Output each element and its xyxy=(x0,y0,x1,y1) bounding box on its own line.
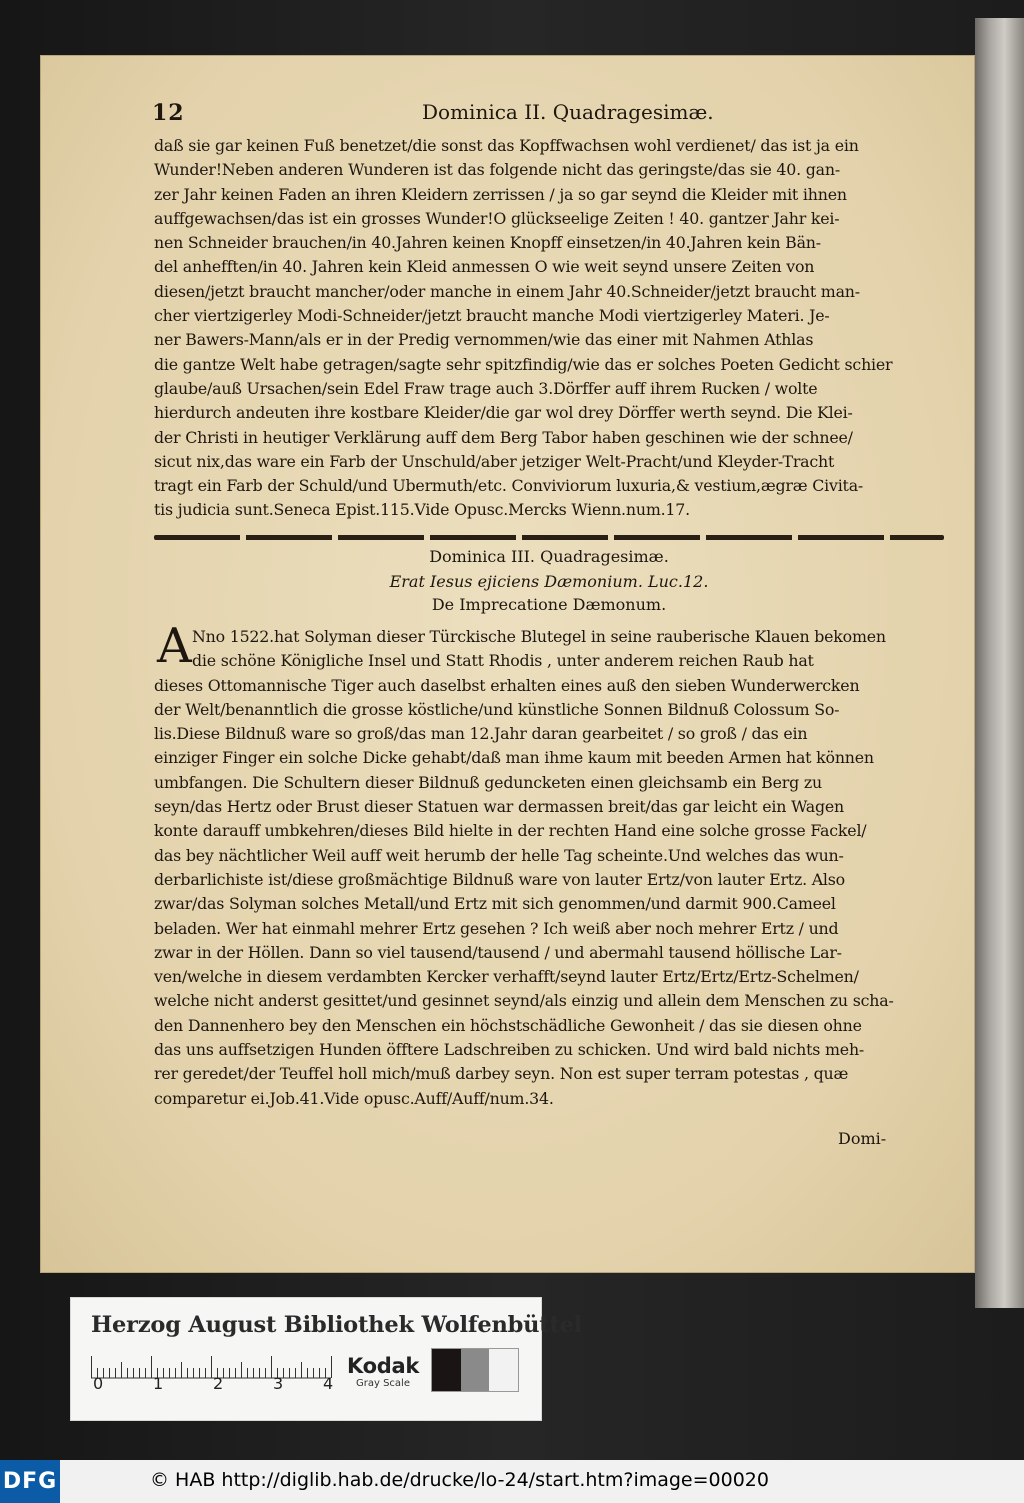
text-line: die schöne Königliche Insel und Statt Rhodis , unter anderem reichen Raub hat xyxy=(192,651,814,671)
text-line: zwar/das Solyman solches Metall/und Ertz mit sich genommen/und darmit 900.Cameel xyxy=(154,894,836,914)
ruler-number: 0 xyxy=(93,1374,104,1393)
text-line: tragt ein Farb der Schuld/und Ubermuth/etc. Conviviorum luxuria,& vestium,ægræ Civita- xyxy=(154,476,864,496)
archive-color-card xyxy=(70,1297,583,1421)
section-subtitle: De Imprecatione Dæmonum. xyxy=(431,595,667,614)
catchword: Domi- xyxy=(838,1129,887,1148)
gray-scale-patches xyxy=(431,1348,519,1392)
text-block-2 xyxy=(154,625,944,1111)
text-line: lis.Diese Bildnuß ware so groß/das man 12.Jahr daran gearbeitet / so groß / das ein xyxy=(154,724,808,744)
text-line: den Dannenhero bey den Menschen ein höchstschädliche Gewonheit / das sie diesen ohne xyxy=(154,1015,862,1035)
section-title: Dominica III. Quadragesimæ. xyxy=(429,547,669,566)
copyright-line[interactable]: © HAB http://diglib.hab.de/drucke/lo-24/start.htm?image=00020 xyxy=(150,1469,769,1491)
running-title: Dominica II. Quadragesimæ. xyxy=(422,100,714,124)
kodak-logo: Kodak xyxy=(347,1354,420,1378)
gray-patch xyxy=(461,1349,490,1391)
text-line: derbarlichiste ist/diese großmächtige Bildnuß ware von lauter Ertz/von lauter Ertz. Also xyxy=(154,869,845,889)
text-line: konte darauff umbkehren/dieses Bild hielte in der rechten Hand eine solche grosse Fackel/ xyxy=(154,821,867,841)
book-page xyxy=(40,55,975,1273)
text-line: Wunder!Neben anderen Wunderen ist das folgende nicht das geringste/das sie 40. gan- xyxy=(154,160,841,180)
gray-patch xyxy=(489,1349,518,1391)
text-line: hierdurch andeuten ihre kostbare Kleider/die gar wol drey Dörffer werth seynd. Die Klei- xyxy=(154,403,853,423)
text-line: das uns auffsetzigen Hunden öfftere Ladschreiben zu schicken. Und wird bald nichts meh- xyxy=(154,1040,865,1060)
text-line: daß sie gar keinen Fuß benetzet/die sonst das Kopffwachsen wohl verdienet/ das ist ja ein xyxy=(154,136,859,155)
text-line: der Christi in heutiger Verklärung auff dem Berg Tabor haben geschinen wie der schnee/ xyxy=(154,427,853,447)
text-line: glaube/auß Ursachen/sein Edel Fraw trage auch 3.Dörffer auff ihrem Rucken / wolte xyxy=(154,378,818,398)
text-line: cher viertzigerley Modi-Schneider/jetzt braucht manche Modi viertzigerley Materi. Je- xyxy=(154,306,830,326)
running-head xyxy=(152,100,942,130)
text-line: sicut nix,das ware ein Farb der Unschuld/aber jetziger Welt-Pracht/und Kleyder-Tracht xyxy=(154,451,835,471)
text-line: einziger Finger ein solche Dicke gehabt/daß man ihme kaum mit beeden Armen hat können xyxy=(154,748,874,768)
text-line: umbfangen. Die Schultern dieser Bildnuß geduncketen einen gleichsamb ein Berg zu xyxy=(154,772,822,792)
ruler-number: 4 xyxy=(323,1374,334,1393)
drop-cap: A xyxy=(157,618,192,674)
measurement-ruler xyxy=(91,1354,334,1393)
text-line: nen Schneider brauchen/in 40.Jahren keinen Knopff einsetzen/in 40.Jahren kein Bän- xyxy=(154,233,821,253)
text-line: das bey nächtlicher Weil auff weit herumb der helle Tag scheinte.Und welches das wun- xyxy=(154,845,844,865)
text-line: beladen. Wer hat einmahl mehrer Ertz gesehen ? Ich weiß aber noch mehrer Ertz / und xyxy=(154,918,839,938)
text-line: comparetur ei.Job.41.Vide opusc.Auff/Auff/num.34. xyxy=(154,1088,554,1108)
dfg-logo: DFG xyxy=(0,1460,60,1503)
library-name: Herzog August Bibliothek Wolfenbüttel xyxy=(91,1312,583,1338)
text-line: welche nicht anderst gesittet/und gesinnet seynd/als einzig und allein dem Menschen zu scha- xyxy=(154,991,894,1011)
ruler-number: 3 xyxy=(273,1374,284,1393)
section-divider-rule xyxy=(154,535,944,540)
gray-patch xyxy=(432,1349,461,1391)
text-line: seyn/das Hertz oder Brust dieser Statuen war dermassen breit/das gar leicht ein Wagen xyxy=(154,797,844,817)
text-line: die gantze Welt habe getragen/sagte sehr spitzfindig/wie das er solches Poeten Gedicht schier xyxy=(154,354,893,374)
text-line: zwar in der Höllen. Dann so viel tausend/tausend / und abermahl tausend höllische Lar- xyxy=(154,942,842,962)
text-line: tis judicia sunt.Seneca Epist.115.Vide Opusc.Mercks Wienn.num.17. xyxy=(154,500,690,520)
text-line: dieses Ottomannische Tiger auch daselbst erhalten eines auß den sieben Wunderwercken xyxy=(154,675,860,695)
text-line: Nno 1522.hat Solyman dieser Türckische Blutegel in seine rauberische Klauen bekomen xyxy=(192,627,886,646)
gray-scale-label: Gray Scale xyxy=(356,1378,410,1389)
section-verse: Erat Iesus ejiciens Dæmonium. Luc.12. xyxy=(389,572,709,591)
text-line: del anhefften/in 40. Jahren kein Kleid anmessen O wie weit seynd unsere Zeiten von xyxy=(154,257,815,277)
text-line: ner Bawers-Mann/als er in der Predig vernommen/wie das einer mit Nahmen Athlas xyxy=(154,330,814,350)
text-line: der Welt/benanntlich die grosse köstliche/und künstliche Sonnen Bildnuß Colossum So- xyxy=(154,699,840,719)
ruler-number: 2 xyxy=(213,1374,224,1393)
text-line: zer Jahr keinen Faden an ihren Kleidern zerrissen / ja so gar seynd die Kleider mit ihnen xyxy=(154,184,847,204)
text-line: rer geredet/der Teuffel holl mich/muß darbey seyn. Non est super terram potestas , quæ xyxy=(154,1064,849,1084)
ruler-number: 1 xyxy=(153,1374,164,1393)
text-line: diesen/jetzt braucht mancher/oder manche in einem Jahr 40.Schneider/jetzt braucht man- xyxy=(154,281,860,301)
text-block-1 xyxy=(154,134,944,523)
adjacent-page-edge xyxy=(975,18,1024,1308)
text-line: auffgewachsen/das ist ein grosses Wunder!O glückseelige Zeiten ! 40. gantzer Jahr kei- xyxy=(154,208,840,228)
footer-bar xyxy=(0,1460,1024,1503)
page-number: 12 xyxy=(152,100,185,126)
text-line: ven/welche in diesem verdambten Kercker verhafft/seynd lauter Ertz/Ertz/Ertz-Schelmen/ xyxy=(154,967,859,987)
